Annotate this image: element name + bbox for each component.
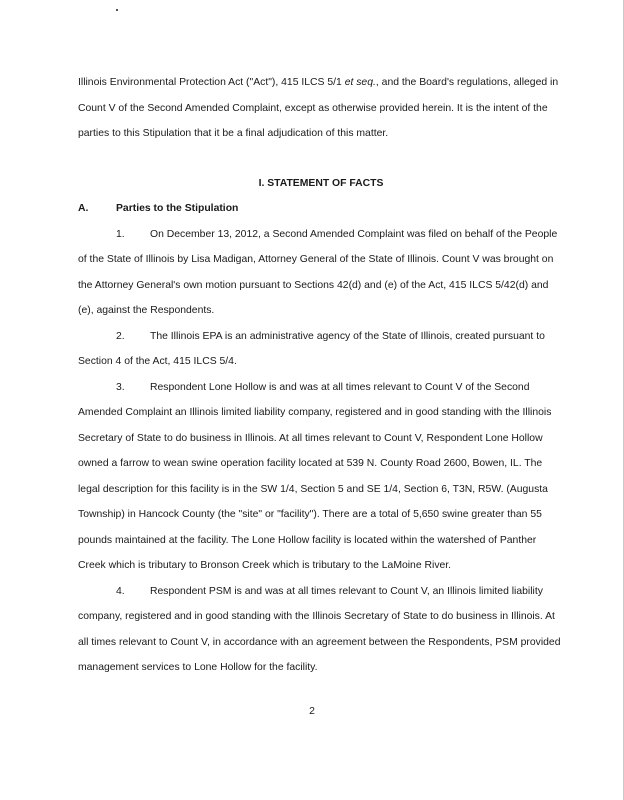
paragraph-number: 3. [116,381,125,393]
paragraph-3 [78,375,564,579]
intro-paragraph: Illinois Environmental Protection Act ("Act"), 415 ILCS 5/1 et seq., and the Board's regulations, alleged in Count V of the Second Amended Complaint, except as otherwise provided herein. It is the intent of the parties to this Stipulation that it be a final adjudication of this matter. [78,77,559,139]
subsection-heading [78,196,564,222]
paragraph-text: The Illinois EPA is an administrative agency of the State of Illinois, created pursuant to Section 4 of the Act, 415 ILCS 5/4. [78,330,545,367]
paragraph-text: Respondent PSM is and was at all times relevant to Count V, an Illinois limited liability company, registered and in good standing with the Illinois Secretary of State to do business in Illinois. At all times relevant to Count V, in accordance with an agreement between the Respondents, PSM provided management services to Lone Hollow for the facility. [78,585,561,673]
paragraph-text: On December 13, 2012, a Second Amended Complaint was filed on behalf of the People of the State of Illinois by Lisa Madigan, Attorney General of the State of Illinois. Count V was brought on the Attorney General's own motion pursuant to Sections 42(d) and (e) of the Act, 415 ILCS 5/42(d) and (e), against the Respondents. [78,228,558,316]
paragraph-1 [78,222,564,324]
paragraph-number: 4. [116,585,125,597]
paragraph-4 [78,579,564,681]
subsection-letter: A. [78,203,89,214]
et-seq-italic: et seq. [344,77,376,88]
page-number: 2 [309,706,315,717]
subsection-title: Parties to the Stipulation [116,203,239,214]
document-body [78,70,564,681]
paragraph-number: 1. [116,228,125,240]
section-title: I. STATEMENT OF FACTS [258,177,384,189]
paragraph-text: Respondent Lone Hollow is and was at all times relevant to Count V of the Second Amended Complaint an Illinois limited liability company, registered and in good standing with the Illinois Secretary of State to do business in Illinois. At all times relevant to Count V, Respondent Lone Hollow owned a farrow to wean swine operation facility located at 539 N. County Road 2600, Bowen, IL. The legal description for this facility is in the SW 1/4, Section 5 and SE 1/4, Section 6, T3N, R5W. (Augusta Township) in Hancock County (the "site" or "facility"). There are a total of 5,650 swine greater than 55 pounds maintained at the facility. The Lone Hollow facility is located within the watershed of Panther Creek which is tributary to Bronson Creek which is tributary to the LaMoine River. [78,381,552,571]
paragraph-number: 2. [116,330,125,342]
paragraph-2 [78,324,564,375]
scan-speck [116,9,118,11]
